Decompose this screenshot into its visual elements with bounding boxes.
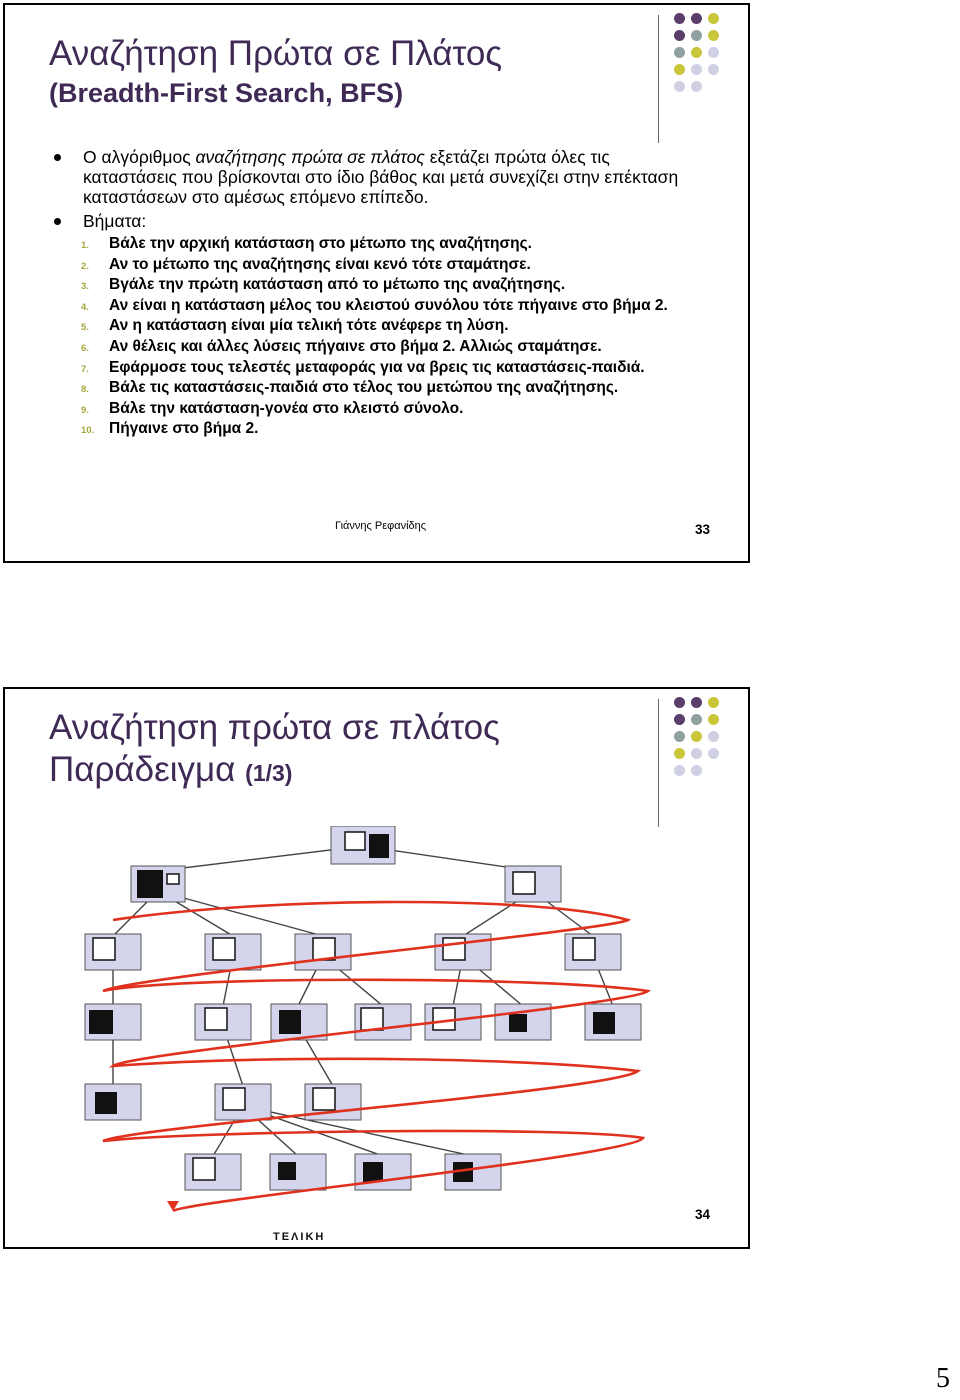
decorative-dot	[691, 697, 702, 708]
decorative-dot	[674, 30, 685, 41]
decorative-dot	[708, 748, 719, 759]
decorative-dot	[708, 64, 719, 75]
steps-heading: Βήματα:	[83, 211, 147, 231]
decorative-dot	[691, 30, 702, 41]
step-item	[51, 276, 701, 293]
step-number: 9.	[81, 404, 89, 416]
decorative-dot	[708, 47, 719, 58]
decorative-dot	[708, 731, 719, 742]
page-number: 33	[695, 522, 711, 537]
decorative-dot	[674, 714, 685, 725]
page-number: 34	[695, 1207, 711, 1222]
step-number: 10.	[81, 425, 95, 437]
decorative-dot	[674, 47, 685, 58]
bullet-text-prefix: Ο αλγόριθμος	[83, 147, 196, 167]
bullet-text-emphasis: αναζήτησης πρώτα σε πλάτος	[195, 147, 425, 167]
step-text: Βάλε τις καταστάσεις-παιδιά στο τέλος του μετώπου της αναζήτησης.	[109, 379, 619, 397]
title-suffix: (1/3)	[245, 759, 293, 786]
decorative-dot	[691, 81, 702, 92]
step-number: 5.	[81, 322, 89, 334]
step-item	[51, 400, 701, 417]
decorative-dot	[691, 765, 702, 776]
step-number: 3.	[81, 281, 89, 293]
decorative-dot	[674, 81, 685, 92]
slide-title	[49, 35, 502, 108]
slide-33	[3, 3, 750, 563]
decorative-dot	[674, 765, 685, 776]
step-text: Αν θέλεις και άλλες λύσεις πήγαινε στο βήμα 2. Αλλιώς σταμάτησε.	[109, 337, 602, 355]
title-divider	[658, 15, 659, 143]
step-item	[51, 379, 701, 396]
slide-title	[49, 709, 500, 789]
slide-34	[3, 687, 750, 1249]
decorative-dot	[708, 13, 719, 24]
decorative-dot	[674, 13, 685, 24]
step-number: 4.	[81, 301, 89, 313]
step-item	[51, 297, 701, 314]
decorative-dot	[708, 697, 719, 708]
title-line-1: Αναζήτηση Πρώτα σε Πλάτος	[49, 34, 503, 73]
step-text: Αν είναι η κατάσταση μέλος του κλειστού συνόλου τότε πήγαινε στο βήμα 2.	[109, 296, 668, 314]
bullet-text-suffix: εξετάζει πρώτα όλες τις καταστάσεις που βρίσκονται στο ίδιο βάθος και μετά συνεχίζει στην επέκταση καταστάσεων στο αμέσως επόμενο επίπεδο.	[83, 147, 679, 207]
step-text: Εφάρμοσε τους τελεστές μεταφοράς για να βρεις τις καταστάσεις-παιδιά.	[109, 358, 645, 376]
step-item	[51, 235, 701, 252]
title-line-2: (Breadth-First Search, BFS)	[49, 77, 404, 108]
decorative-dot	[691, 714, 702, 725]
goal-label: ΤΕΛΙΚΗ	[273, 1231, 326, 1243]
title-divider	[658, 699, 659, 827]
title-line-2	[49, 751, 500, 789]
step-number: 7.	[81, 363, 89, 375]
decorative-dot	[691, 47, 702, 58]
step-number: 2.	[81, 260, 89, 272]
step-number: 6.	[81, 342, 89, 354]
decorative-dot	[691, 64, 702, 75]
decorative-dot	[674, 64, 685, 75]
slide-body	[51, 147, 701, 441]
title-line-2-text: Παράδειγμα	[49, 749, 236, 789]
step-text: Αν το μέτωπο της αναζήτησης είναι κενό τότε σταμάτησε.	[109, 255, 531, 273]
decorative-dot	[674, 697, 685, 708]
bfs-search-tree-diagram	[73, 826, 663, 1246]
step-text: Βγάλε την πρώτη κατάσταση από το μέτωπο της αναζήτησης.	[109, 276, 566, 294]
bullet-steps	[51, 211, 701, 231]
decorative-dot	[708, 30, 719, 41]
decorative-dot	[691, 748, 702, 759]
step-item	[51, 317, 701, 334]
document-page-number: 5	[936, 1363, 950, 1394]
decorative-dot	[674, 748, 685, 759]
step-number: 1.	[81, 240, 89, 251]
step-text: Βάλε την κατάσταση-γονέα στο κλειστό σύνολο.	[109, 399, 464, 417]
step-number: 8.	[81, 384, 89, 396]
steps-list	[51, 235, 701, 437]
step-item	[51, 256, 701, 273]
decorative-dot	[691, 13, 702, 24]
step-text: Αν η κατάσταση είναι μία τελική τότε ανέφερε τη λύση.	[109, 317, 509, 335]
step-item	[51, 420, 701, 437]
bullet-description	[51, 147, 701, 207]
decorative-dot	[674, 731, 685, 742]
footer-author: Γιάννης Ρεφανίδης	[335, 520, 427, 532]
step-text: Βάλε την αρχική κατάσταση στο μέτωπο της αναζήτησης.	[109, 235, 532, 252]
step-text: Πήγαινε στο βήμα 2.	[109, 420, 259, 438]
step-item	[51, 359, 701, 376]
step-item	[51, 338, 701, 355]
title-line-1: Αναζήτηση πρώτα σε πλάτος	[49, 708, 500, 747]
decorative-dot	[691, 731, 702, 742]
decorative-dot	[708, 714, 719, 725]
